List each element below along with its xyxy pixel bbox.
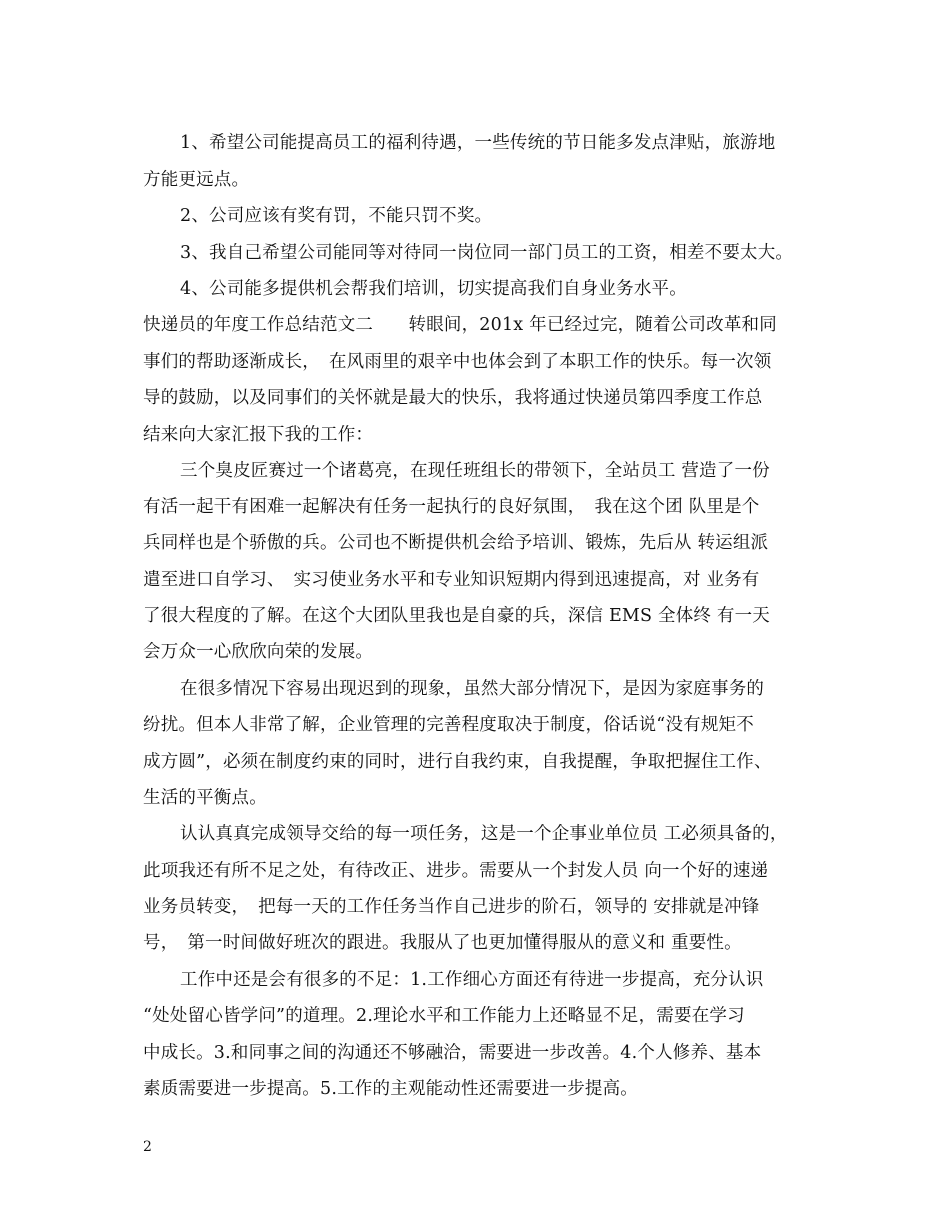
text-line: 遣至进口自学习、 实习使业务水平和专业知识短期内得到迅速提高，对 业务有 (143, 570, 760, 590)
text-line: 了很大程度的了解。在这个大团队里我也是自豪的兵，深信 EMS 全体终 有一天 (143, 606, 770, 626)
text-line: 素质需要进一步提高。5.工作的主观能动性还需要进一步提高。 (143, 1079, 638, 1099)
text-line: 号， 第一时间做好班次的跟进。我服从了也更加懂得服从的意义和 重要性。 (143, 933, 742, 953)
text-line: 2、公司应该有奖有罚，不能只罚不奖。 (180, 206, 493, 226)
section-heading-line: 快递员的年度工作总结范文二 转眼间，201x 年已经过完，随着公司改革和同 (143, 315, 777, 335)
text-line: 事们的帮助逐渐成长， 在风雨里的艰辛中也体会到了本职工作的快乐。每一次领 (143, 352, 772, 372)
text-line: 三个臭皮匠赛过一个诸葛亮，在现任班组长的带领下，全站员工 营造了一份 (180, 461, 770, 481)
text-line: 导的鼓励，以及同事们的关怀就是最大的快乐，我将通过快递员第四季度工作总 (143, 388, 763, 408)
text-line: 有活一起干有困难一起解决有任务一起执行的良好氛围， 我在这个团 队里是个 (143, 497, 760, 517)
text-line: 在很多情况下容易出现迟到的现象，虽然大部分情况下，是因为家庭事务的 (180, 679, 765, 699)
text-line: 1、希望公司能提高员工的福利待遇，一些传统的节日能多发点津贴，旅游地 (180, 133, 776, 153)
page-number: 2 (143, 1139, 152, 1155)
text-line: 生活的平衡点。 (143, 788, 267, 808)
text-line: 纷扰。但本人非常了解，企业管理的完善程度取决于制度，俗话说“没有规矩不 (143, 715, 754, 735)
text-line: 结来向大家汇报下我的工作： (143, 425, 374, 445)
text-line: 认认真真完成领导交给的每一项任务，这是一个企事业单位员 工必须具备的， (180, 824, 788, 844)
text-line: 工作中还是会有很多的不足：1.工作细心方面还有待进一步提高，充分认识 (180, 970, 764, 990)
text-line: 3、我自己希望公司能同等对待同一岗位同一部门员工的工资，相差不要太大。 (180, 243, 794, 263)
text-line: 中成长。3.和同事之间的沟通还不够融洽，需要进一步改善。4.个人修养、基本 (143, 1043, 762, 1063)
text-line: 此项我还有所不足之处，有待改正、进步。需要从一个封发人员 向一个好的速递 (143, 861, 769, 881)
text-line: 业务员转变， 把每一天的工作任务当作自己进步的阶石，领导的 安排就是冲锋 (143, 897, 760, 917)
text-line: 方能更远点。 (143, 170, 250, 190)
text-line: 4、公司能多提供机会帮我们培训，切实提高我们自身业务水平。 (180, 279, 687, 299)
text-line: 会万众一心欣欣向荣的发展。 (143, 642, 374, 662)
text-line: 兵同样也是个骄傲的兵。公司也不断提供机会给予培训、锻炼，先后从 转运组派 (143, 533, 769, 553)
text-line: 成方圆”，必须在制度约束的同时，进行自我约束，自我提醒，争取把握住工作、 (143, 752, 772, 772)
text-line: “处处留心皆学问”的道理。2.理论水平和工作能力上还略显不足，需要在学习 (143, 1006, 745, 1026)
